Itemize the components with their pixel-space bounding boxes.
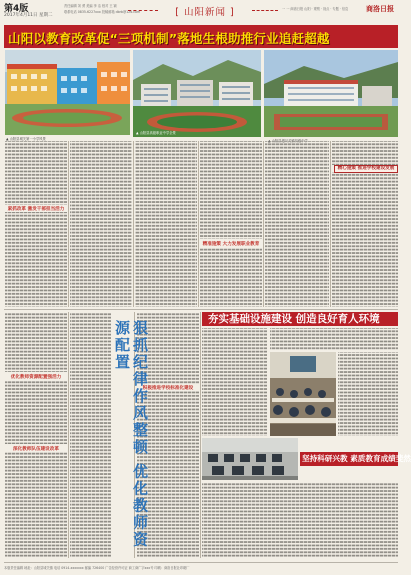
photo-computer-lab [202, 438, 298, 480]
page-date: 2017年4月11日 星期二 [4, 13, 53, 18]
photo1-caption: ▲ 山阳县城关第一小学风景 [6, 137, 46, 141]
band-heading-1: 夯实基础设施建设 创造良好育人环境 [202, 312, 398, 326]
page-number: 第4版 [4, 4, 29, 14]
footer-rule [4, 562, 398, 563]
subhead: 积极推进学校标准化建设 [142, 386, 194, 391]
column-rule [133, 141, 134, 307]
section-divider [4, 309, 398, 310]
section-title: [ 山阳新闻 ] [175, 7, 235, 18]
vertical-title: 狠抓纪律作风整顿 优化教师资源配置 [113, 320, 149, 549]
subhead: 精准施策 大力发展职业教育 [202, 242, 260, 247]
column-rule [330, 141, 331, 307]
header-right-meta: 一 一 商洛日报 山阳 · 观察 · 视点 · 专题 · 信息 [282, 7, 349, 11]
band-heading-2: 坚持科研兴教 素质教育成绩斐然 [300, 452, 398, 466]
photo-classroom [270, 352, 336, 436]
subhead: 深化教师队伍建设改革 [13, 447, 59, 452]
contact-info: 联系电话 0835-6227xxx 投稿邮箱 dbrb@126.com [64, 10, 141, 14]
main-headline: 山阳以教育改革促“三项机制”落地生根助推行业追赶超越 [8, 31, 330, 46]
column-rule [263, 141, 264, 307]
subhead: 优化教师资源配置强活力 [10, 375, 62, 380]
footer-info: 本版责任编辑 地址：山阳县城关镇 电话 0914-xxxxxxx 邮编 726400 广告经营许可证 商工商广字xxx号 印刷：商洛日报社印刷厂 [4, 566, 190, 570]
newspaper-logo: 商洛日报 [366, 5, 394, 13]
column-rule [68, 141, 69, 307]
subhead-boxed: 精心施策 推进学校建设发展 [334, 165, 398, 173]
column-rule [68, 312, 69, 558]
photo2-caption: ▲ 山阳县高级职业中学全景 [136, 131, 176, 135]
column-rule [200, 312, 201, 558]
subhead: 紧抓改革 激发干部担当活力 [7, 207, 65, 212]
column-rule [198, 141, 199, 307]
editor-info: 责任编辑 刘 勇 美编 李 洁 校对 王 颖 [64, 4, 117, 8]
